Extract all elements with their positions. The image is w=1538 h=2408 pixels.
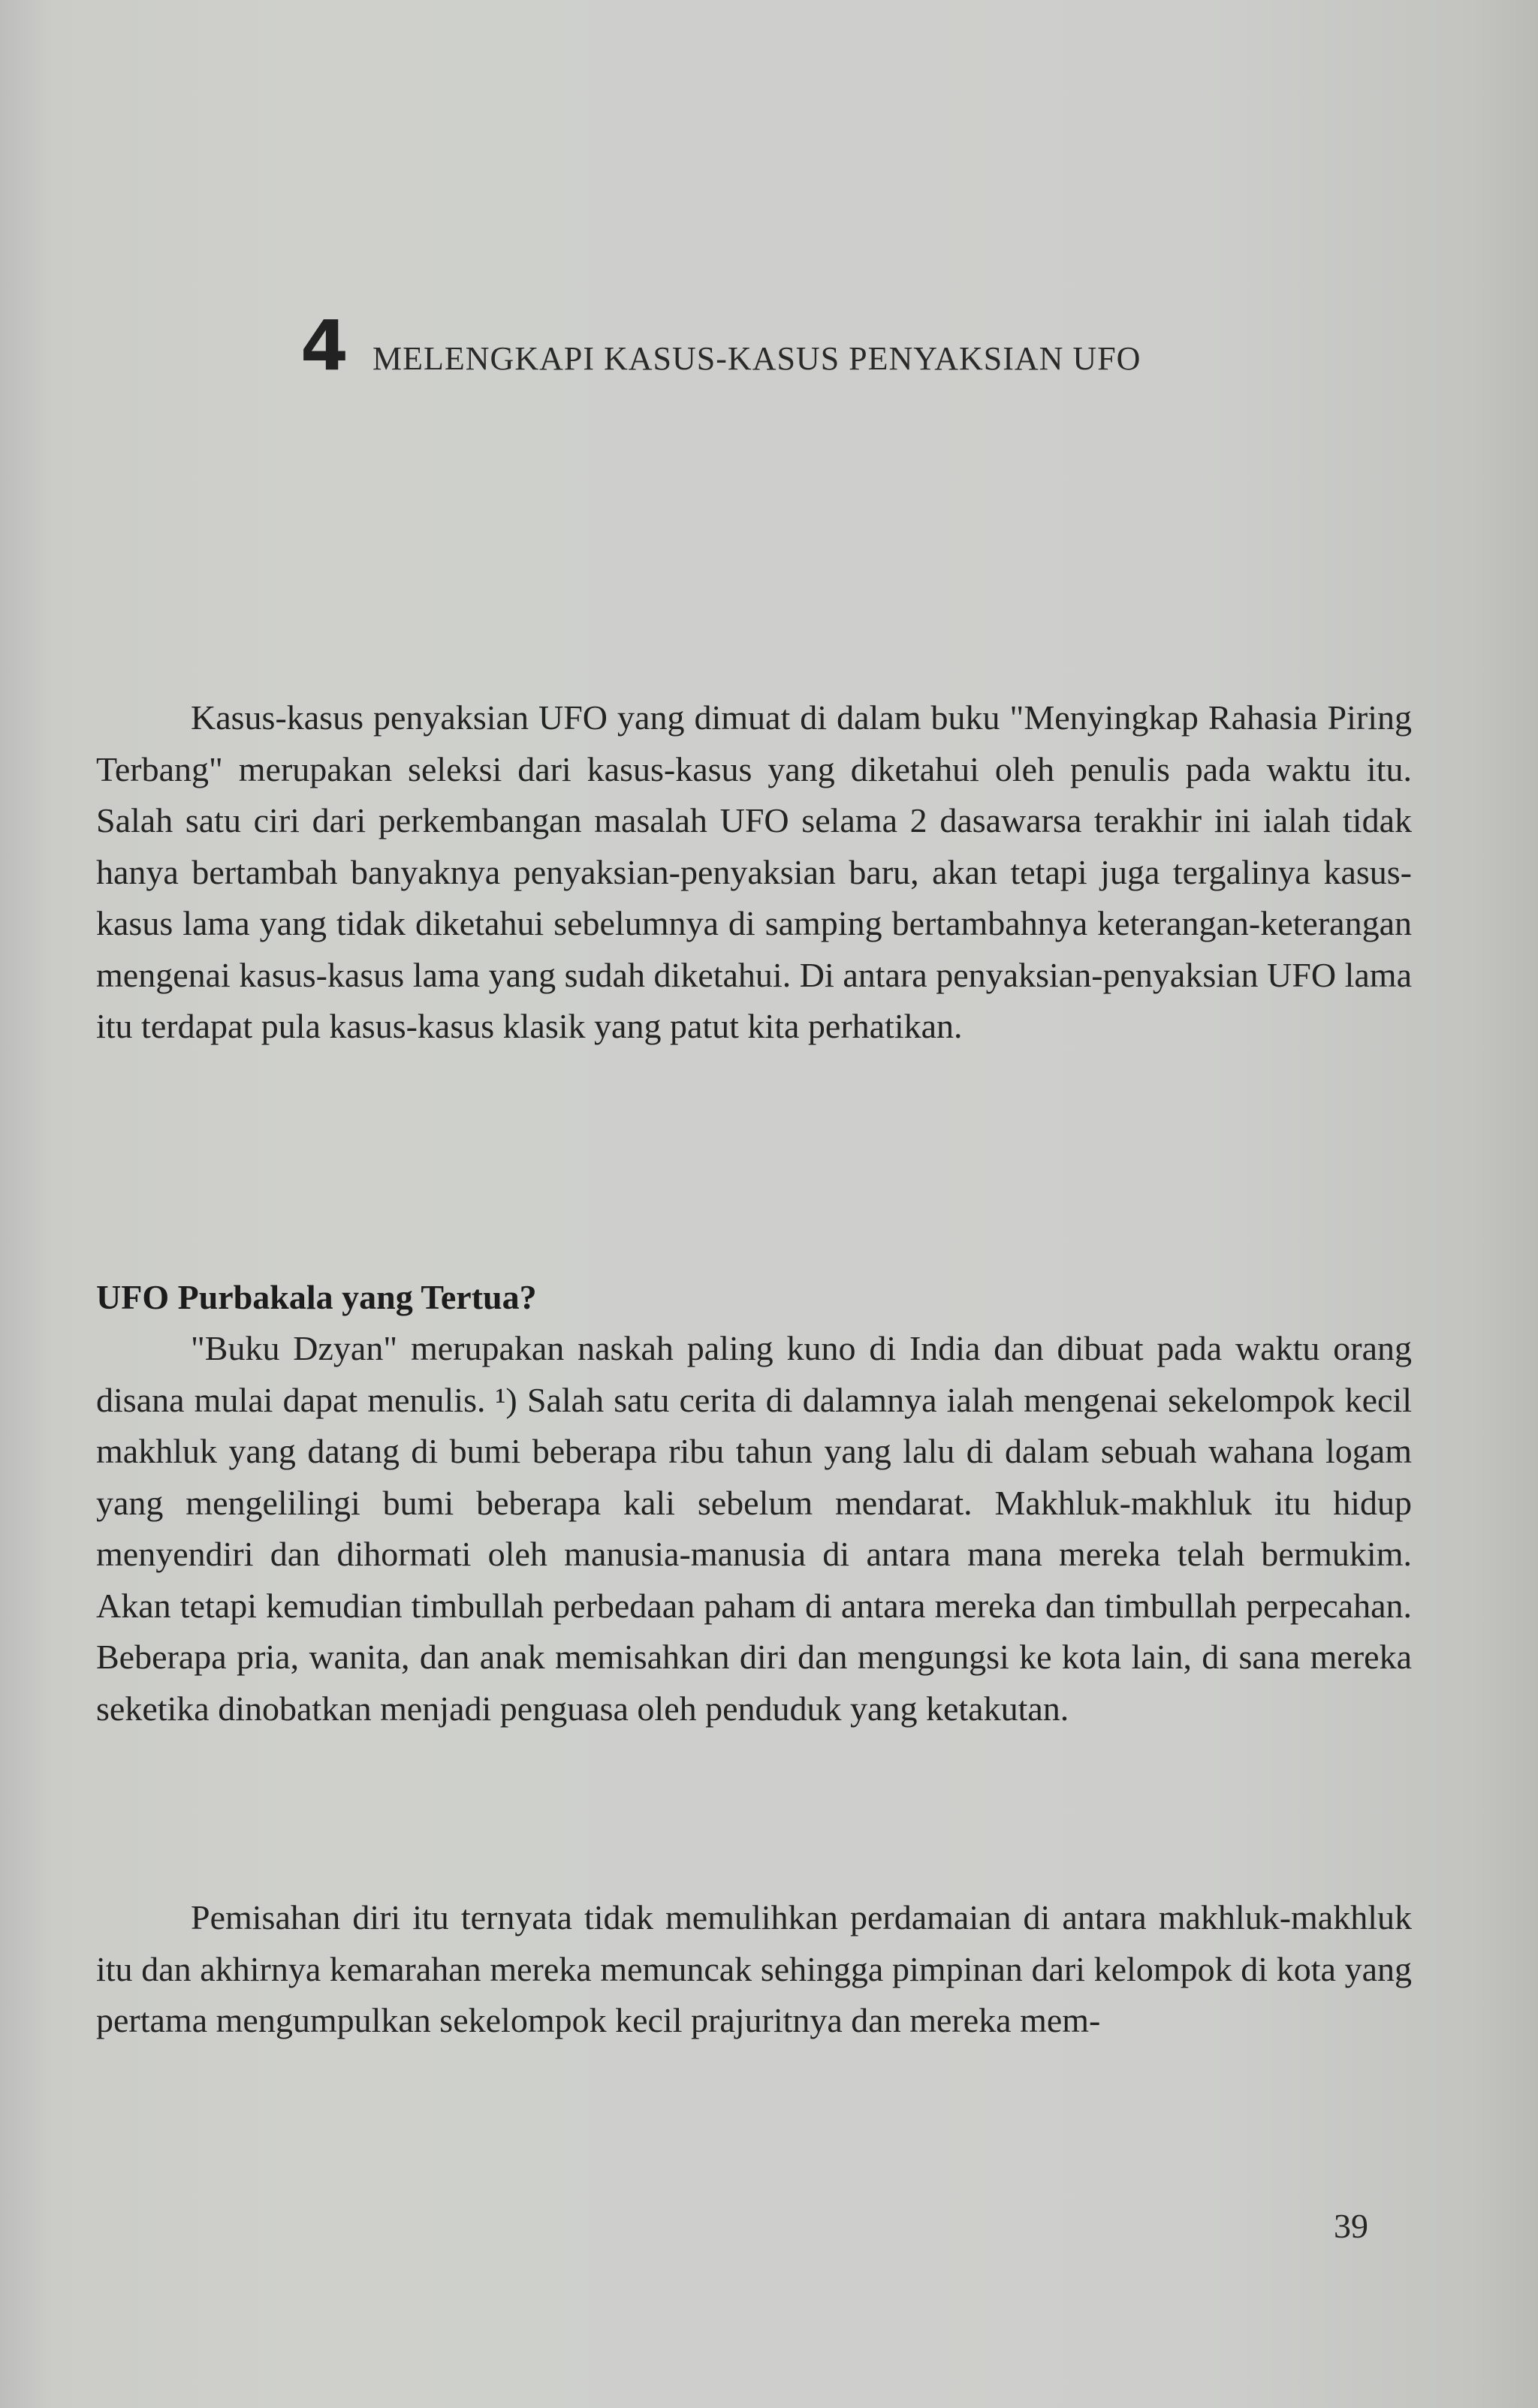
chapter-title: MELENGKAPI KASUS-KASUS PENYAKSIAN UFO — [372, 340, 1141, 377]
section-heading: UFO Purbakala yang Tertua? — [96, 1278, 537, 1316]
chapter-heading — [300, 306, 1442, 394]
section-paragraph-1: "Buku Dzyan" merupakan naskah paling kuno di India dan dibuat pada waktu orang disana mulai dapat menulis. ¹) Salah satu cerita di dalamnya ialah mengenai sekelompok kecil makhluk yang datang di bumi beberapa ribu tahun yang lalu di dalam sebuah wahana logam yang mengelilingi bumi beberapa kali sebelum mendarat. Makhluk-makhluk itu hidup menyendiri dan dihormati oleh manusia-manusia di antara mana mereka telah bermukim. Akan tetapi kemudian timbullah perbedaan paham di antara mereka dan timbullah perpecahan. Beberapa pria, wanita, dan anak memisahkan diri dan mengungsi ke kota lain, di sana mereka seketika dinobatkan menjadi penguasa oleh penduduk yang ketakutan. — [96, 1329, 1412, 1728]
page-number: 39 — [1334, 2207, 1368, 2245]
chapter-number: 4 — [300, 306, 349, 386]
intro-paragraph: Kasus-kasus penyaksian UFO yang dimuat di dalam buku "Menyingkap Rahasia Piring Terbang" merupakan seleksi dari kasus-kasus yang diketahui oleh penulis pada waktu itu. Salah satu ciri dari perkembangan masalah UFO selama 2 dasawarsa terakhir ini ialah tidak hanya bertambah banyaknya penyaksian-penyaksian baru, akan tetapi juga tergalinya kasus-kasus lama yang tidak diketahui sebelumnya di samping bertambahnya keterangan-keterangan mengenai kasus-kasus lama yang sudah diketahui. Di antara penyaksian-penyaksian UFO lama itu terdapat pula kasus-kasus klasik yang patut kita perhatikan. — [96, 698, 1412, 1045]
section-paragraph-2: Pemisahan diri itu ternyata tidak memulihkan perdamaian di antara makhluk-makhluk itu dan akhirnya kemarahan mereka memuncak sehingga pimpinan dari kelompok di kota yang pertama mengumpulkan sekelompok kecil prajuritnya dan mereka mem- — [96, 1898, 1412, 2039]
